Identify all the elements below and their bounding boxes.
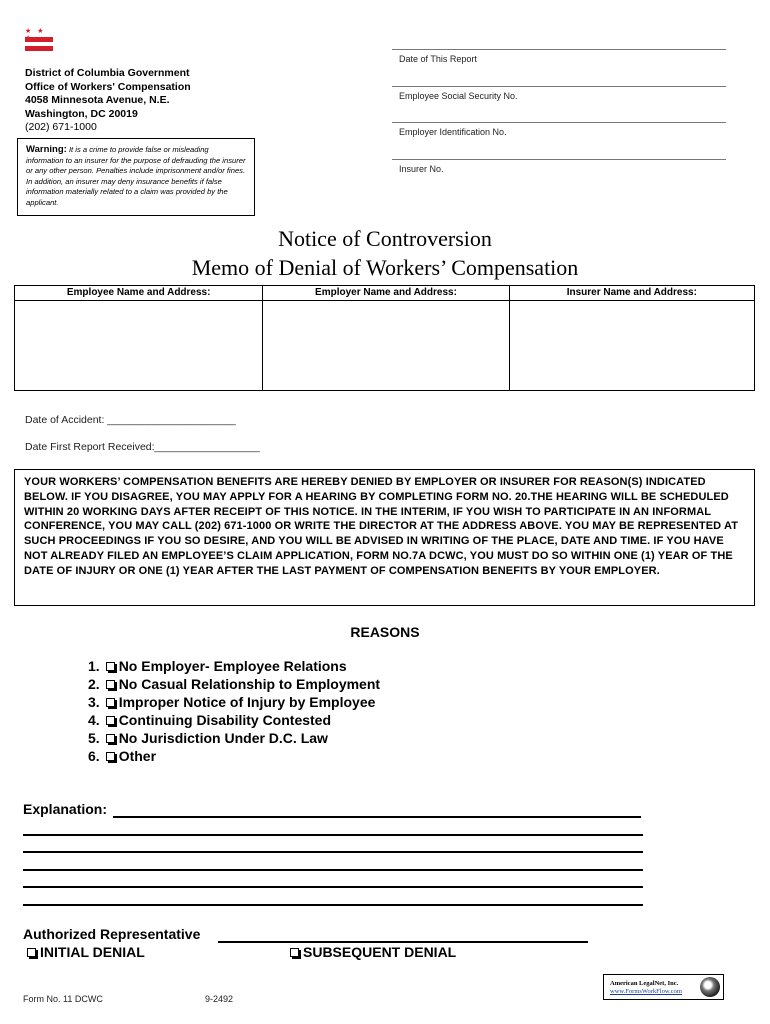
reason-item[interactable] — [88, 730, 328, 746]
reason-item[interactable] — [88, 712, 331, 728]
initial-denial-option[interactable] — [27, 944, 145, 960]
agency-line: District of Columbia Government — [25, 67, 190, 79]
date-of-accident-field[interactable]: Date of Accident: ______________________ — [25, 414, 236, 426]
explanation-line[interactable] — [23, 851, 643, 853]
date-first-report-field[interactable]: Date First Report Received:__________________ — [25, 441, 260, 453]
reason-label: No Casual Relationship to Employment — [118, 676, 381, 692]
employer-header: Employer Name and Address: — [263, 286, 508, 301]
reason-label: Continuing Disability Contested — [118, 712, 332, 728]
authorized-representative-label: Authorized Representative — [23, 926, 201, 942]
employer-id-field[interactable] — [392, 122, 726, 144]
employee-ssn-label: Employee Social Security No. — [399, 91, 518, 101]
flag-stars: ★ ★ — [25, 28, 46, 35]
legalnet-logo — [603, 974, 724, 1000]
dc-flag-logo — [25, 28, 53, 54]
logo-url[interactable]: www.FormsWorkFlow.com — [610, 988, 682, 995]
reason-label: No Employer- Employee Relations — [118, 658, 347, 674]
parties-table — [14, 285, 755, 391]
agency-line: Washington, DC 20019 — [25, 107, 138, 120]
form-title: Notice of Controversion — [278, 226, 492, 251]
form-subtitle: Memo of Denial of Workers’ Compensation — [191, 255, 579, 280]
explanation-line[interactable] — [23, 869, 643, 871]
reason-item[interactable] — [88, 748, 156, 764]
employer-id-label: Employer Identification No. — [399, 127, 507, 137]
checkbox-icon[interactable] — [106, 716, 115, 725]
checkbox-icon[interactable] — [290, 948, 299, 957]
reason-label: Improper Notice of Injury by Employee — [118, 694, 376, 710]
subsequent-denial-label: SUBSEQUENT DENIAL — [303, 944, 457, 960]
explanation-line[interactable] — [23, 834, 643, 836]
reason-number: 5. — [88, 730, 100, 746]
agency-address — [25, 67, 191, 135]
subsequent-denial-option[interactable] — [290, 944, 456, 960]
explanation-line[interactable] — [23, 904, 643, 906]
flag-bar — [25, 46, 53, 51]
insurer-no-label: Insurer No. — [399, 164, 444, 174]
denial-notice-text: YOUR WORKERS’ COMPENSATION BENEFITS ARE HEREBY DENIED BY EMPLOYER OR INSURER FOR REASON(S) INDICATED BELOW. IF YOU DISAGREE, YOU MAY APPLY FOR A HEARING BY COMPLETING FORM NO. 20.THE HEARING WILL BE SCHEDULED WITHIN 20 WORKING DAYS AFTER RECEIPT OF THIS NOTICE. IN THE INTERIM, IF YOU WISH TO PARTICIPATE IN AN INFORMAL CONFERENCE, YOU MAY CALL (202) 671-1000 OR WRITE THE DIRECTOR AT THE ADDRESS ABOVE. YOU MAY BE REPRESENTED AT SUCH PROCEEDINGS IF YOU SO DESIRE, AND YOU WILL BE ADVISED IN WRITING OF THE PLACE, DATE AND TIME. IF YOU HAVE NOT ALREADY FILED AN EMPLOYEE’S CLAIM APPLICATION, FORM NO.7A DCWC, YOU MUST DO SO WITHIN ONE (1) YEAR OF THE DATE OF INJURY OR ONE (1) YEAR AFTER THE LAST PAYMENT OF COMPENSATION BENEFITS BY YOUR EMPLOYER. — [14, 469, 755, 606]
insurer-no-field[interactable] — [392, 159, 726, 181]
reason-number: 1. — [88, 658, 100, 674]
initial-denial-label: INITIAL DENIAL — [40, 944, 145, 960]
insurer-header: Insurer Name and Address: — [510, 286, 754, 301]
date-of-report-field[interactable] — [392, 49, 726, 71]
explanation-line[interactable] — [23, 886, 643, 888]
insurer-column[interactable] — [510, 286, 754, 390]
checkbox-icon[interactable] — [106, 662, 115, 671]
checkbox-icon[interactable] — [106, 734, 115, 743]
form-number: Form No. 11 DCWC — [23, 994, 103, 1004]
agency-line: 4058 Minnesota Avenue, N.E. — [25, 94, 170, 106]
authorized-signature-line[interactable] — [218, 941, 588, 943]
employee-column[interactable] — [15, 286, 263, 390]
explanation-line[interactable] — [113, 816, 641, 818]
reason-number: 6. — [88, 748, 100, 764]
globe-icon — [700, 977, 720, 997]
agency-line: Office of Workers' Compensation — [25, 80, 191, 93]
employee-header: Employee Name and Address: — [15, 286, 262, 301]
reason-number: 4. — [88, 712, 100, 728]
reason-number: 3. — [88, 694, 100, 710]
logo-name: American LegalNet, Inc. — [610, 980, 679, 987]
agency-phone: (202) 671-1000 — [25, 121, 97, 133]
fraud-warning-box — [17, 138, 255, 216]
checkbox-icon[interactable] — [106, 752, 115, 761]
reason-label: Other — [118, 748, 157, 764]
employer-column[interactable] — [263, 286, 509, 390]
form-code: 9-2492 — [205, 994, 234, 1004]
reasons-heading: REASONS — [350, 624, 420, 640]
reason-label: No Jurisdiction Under D.C. Law — [118, 730, 328, 746]
warning-label: Warning: — [26, 144, 67, 155]
reason-number: 2. — [88, 676, 100, 692]
explanation-label: Explanation: — [23, 801, 108, 817]
employee-ssn-field[interactable] — [392, 86, 726, 108]
reason-item[interactable] — [88, 694, 375, 710]
flag-bar — [25, 37, 53, 42]
reason-item[interactable] — [88, 676, 380, 692]
reason-item[interactable] — [88, 658, 347, 674]
warning-text: It is a crime to provide false or misleading information to an insurer for the purpose of defrauding the insurer or any other person. Penalties include imprisonment and/or fines. In addition, an insurer may deny insurance benefits if false information materially related to a claim was provided by the applicant. — [26, 145, 246, 207]
checkbox-icon[interactable] — [106, 698, 115, 707]
checkbox-icon[interactable] — [106, 680, 115, 689]
checkbox-icon[interactable] — [27, 948, 36, 957]
date-of-report-label: Date of This Report — [399, 54, 477, 64]
